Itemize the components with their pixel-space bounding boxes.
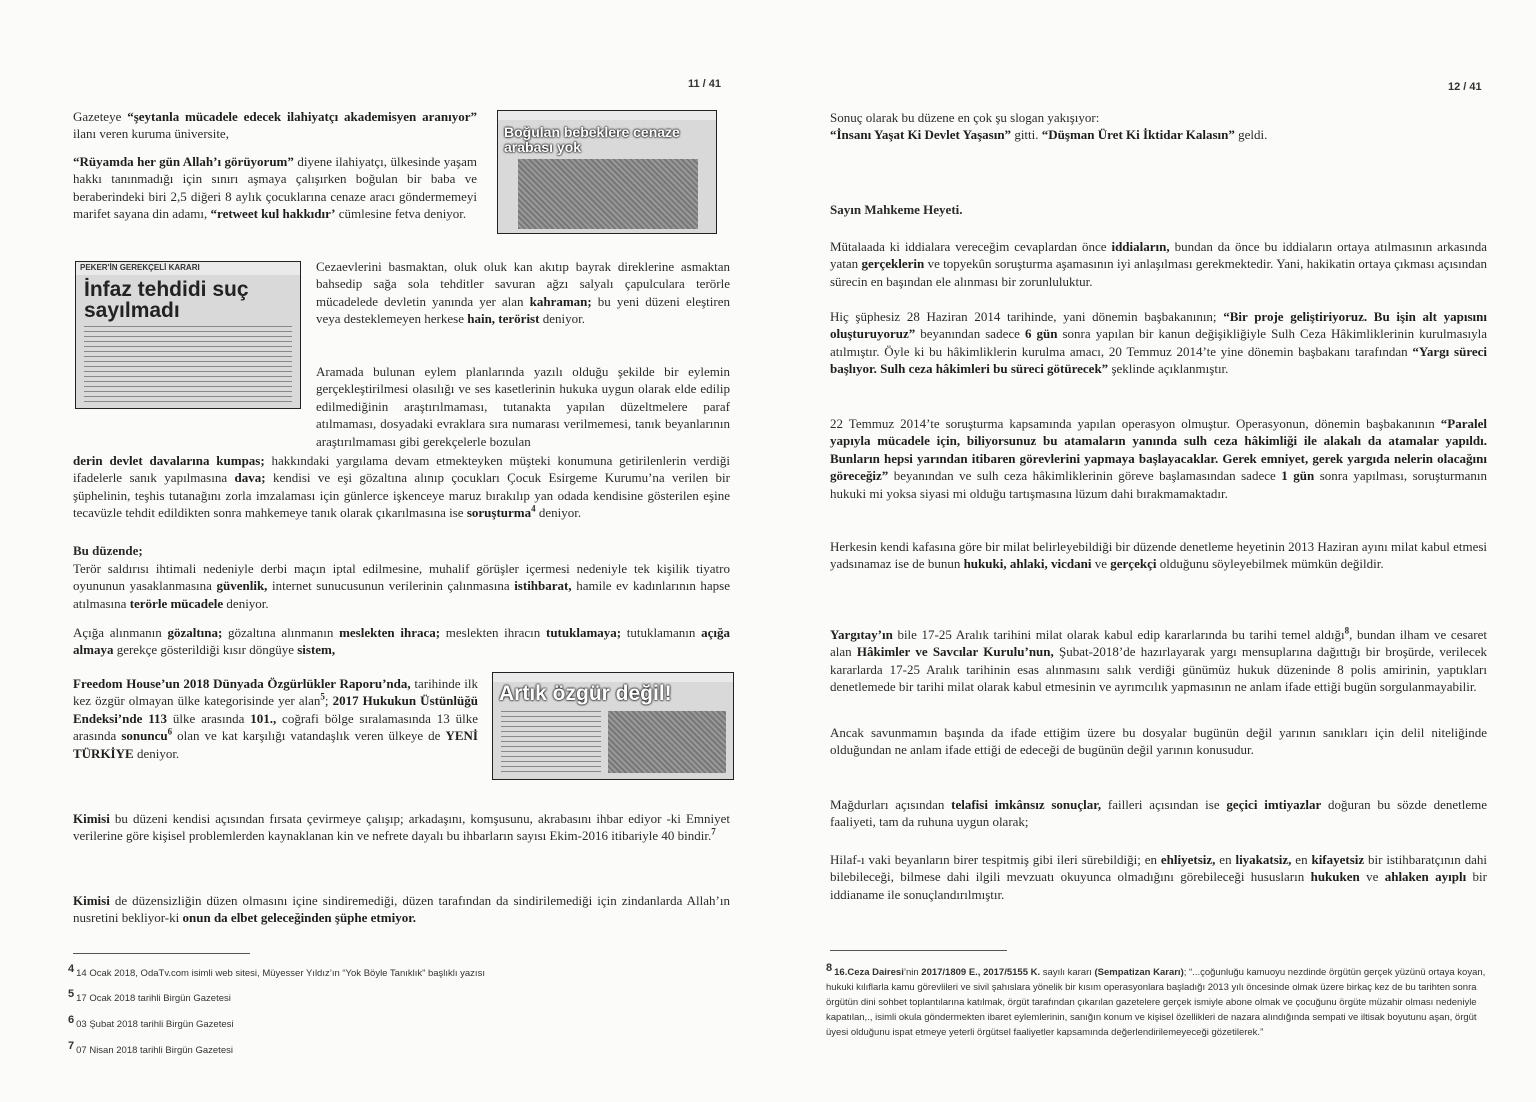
paragraph: Hiç şüphesiz 28 Haziran 2014 tarihinde, yani dönemin başbakanının; “Bir proje geliştiriyoruz. Bu işin alt yapısını oluşturuyoruz” beyanından sadece 6 gün sonra yapılan bir kanun değişikliğiyle Sulh Ceza Hâkimliklerinin kurulmasıyla atılmıştır. Öyle ki bu hâkimliklerin kurulma amacı, 20 Temmuz 2014’te yine dönemin başbakanı tarafından “Yargı süreci başlıyor. Sulh ceza hâkimleri bu süreci götürecek” şeklinde açıklanmıştır.	[830, 309, 1488, 377]
paragraph: Gazeteye “şeytanla mücadele edecek ilahiyatçı akademisyen aranıyor” ilanı veren kuruma üniversite,	[73, 109, 477, 142]
clipping-headline: Boğulan bebeklere cenaze arabası yok	[504, 124, 680, 155]
footnote: 7 07 Nisan 2018 tarihli Birgün Gazetesi	[68, 1039, 233, 1056]
clipping-headline: Artık özgür değil!	[499, 682, 672, 705]
paragraph: Herkesin kendi kafasına göre bir milat belirleyebildiği bir düzende denetleme heyetinin 2013 Haziran ayını milat kabul etmesi yadsınamaz ise de bunun hukuki, ahlaki, vicdani ve gerçekçi olduğunu söyleyebilmek mümkün değildir.	[830, 539, 1488, 572]
footnote-separator	[73, 953, 250, 954]
paragraph: Kimisi de düzensizliğin düzen olmasını içine sindiremediği, düzen tarafından da sindirilemediği için zindanlarda Allah’ın nusretini bekliyor-ki onun da elbet geleceğinden şüphe etmiyor.	[73, 893, 730, 926]
footnote-ref[interactable]: 5	[320, 692, 325, 703]
footnote: 5 17 Ocak 2018 tarihli Birgün Gazetesi	[68, 987, 231, 1004]
paragraph: Mağdurları açısından telafisi imkânsız sonuçlar, failleri açısından ise geçici imtiyazlar doğuran bu sözde denetleme faaliyeti, tam da ruhuna uygun olarak;	[830, 797, 1487, 830]
section-heading: Bu düzende;	[73, 543, 143, 558]
clipping-headline: İnfaz tehdidi suç sayılmadı	[84, 278, 249, 322]
footnote-ref[interactable]: 7	[711, 827, 716, 838]
paragraph: Terör saldırısı ihtimali nedeniyle derbi maçın iptal edilmesine, muhalif görüşler içermesi nedeniyle tek kişilik tiyatro oyununun yasaklanmasına güvenlik, internet sunucusunun verilerinin çalınmasına istihbarat, hamile ev kadınlarının hapse atılmasına terörle mücadele deniyor.	[73, 561, 731, 611]
section-heading: Sayın Mahkeme Heyeti.	[830, 202, 963, 217]
paragraph: Sonuç olarak bu düzene en çok şu slogan yakışıyor: “İnsanı Yaşat Ki Devlet Yaşasın” gitti. “Düşman Üret Ki İktidar Kalasın” geldi.	[830, 110, 1268, 143]
paragraph: Açığa alınmanın gözaltına; gözaltına alınmanın meslekten ihraca; meslekten ihracın tutuklamaya; tutuklamanın açığa almaya gerekçe gösterildiği kısır döngüye sistem,	[73, 625, 730, 658]
document-page-right	[768, 0, 1536, 1102]
paragraph: 22 Temmuz 2014’te soruşturma kapsamında yapılan operasyon olmuştur. Operasyonun, dönemin başbakanının “Paralel yapıyla mücadele için, biliyorsunuz bu atamaların yanında sulh ceza hâkimliği ile alakalı da atamalar yapıldı. Bunların hepsi yarından itibaren görevlerini yapmaya başlayacaklar. Gerek emniyet, gerek yargıda nelerin olacağını göreceğiz” beyanından ve sulh ceza hâkimliklerinin göreve başlamasından sadece 1 gün sonra yapılması, soruşturmanın hukuki mi yoksa siyasi mi olduğu tartışmasına lüzum dahi bırakmamaktadır.	[830, 416, 1487, 501]
paragraph: Ancak savunmamın başında da ifade ettiğim üzere bu dosyalar bugünün değil yarının sanıkları için delil niteliğinde olduğundan ne anlam ifade ettiği de edeceği de bugünün değil yarının konusudur.	[830, 725, 1487, 758]
paragraph: Freedom House’un 2018 Dünyada Özgürlükler Raporu’nda, tarihinde ilk kez özgür olmayan ülke kategorisinde yer alan$^5$; 2017 Hukukun Üstünlüğü Endeksi’nde 113 ülke arasında 101., coğrafi bölge sıralamasında 13 ülke arasında sonuncu$^6$ olan ve kat karşılığı vatandaşlık veren ülkeye de YENİ TÜRKİYE deniyor.	[73, 676, 478, 761]
clipping-band: PEKER'İN GEREKÇELİ KARARI	[76, 262, 300, 275]
paragraph: Kimisi bu düzeni kendisi açısından fırsata çevirmeye çalışıp; arkadaşını, komşusunu, akrabasını ihbar ediyor -ki Emniyet verilerine göre kişisel problemlerden kaynaklanan kin ve nefrete dayalı bu ihbarların sayısı Ekim-2016 itibariyle 40 bindir.$^7$	[73, 811, 730, 844]
footnote: 6 03 Şubat 2018 tarihli Birgün Gazetesi	[68, 1013, 234, 1030]
footnote: 8 16.Ceza Dairesi’nin 2017/1809 E., 2017/5155 K. sayılı kararı (Sempatizan Kararı); “...çoğunluğu kamuoyu nezdinde örgütün gerçek yüzünü ortaya koyan, hukuki kılıflarla kamu görevlileri ve sivil şahıslara yönelik bir kısım operasyonlara başladığı 2013 yılı öncesinde olmak üzere birkaç kez de bu tarihten sonra örgütün dini sohbet toplantılarına katılmak, örgüt tarafından çıkarılan gazetelere gerçek ismiyle abone olmak ve çocuğunu örgüte müzahir olması nedeniyle kapatılan,., isimli okula göndermekten ibaret eylemlerinin, sanığın konum ve kişisel özellikleri de nazara alındığında sempati ve iltisak boyutunu aşan, örgüt üyesi olduğunu ispat etmeye yeterli örgütsel faaliyetler kapsamında değerlendirilemeyeceği gözetilerek.”	[826, 961, 1486, 1038]
newspaper-clipping-image	[492, 672, 734, 780]
paragraph: Mütalaada ki iddialara vereceğim cevaplardan önce iddiaların, bundan da önce bu iddiaların ortaya atılmasının arkasında yatan gerçeklerin ve topyekûn soruşturma aşamasının iyi anlaşılması gerekmektedir. Yani, hakikatin ortaya çıkması açısından sürecin en başından ele alınması bir zorunluluktur.	[830, 239, 1487, 289]
newspaper-clipping-image	[75, 261, 301, 409]
footnote-ref[interactable]: 6	[167, 726, 173, 737]
newspaper-clipping-image	[497, 110, 717, 234]
footnote: 4 14 Ocak 2018, OdaTv.com isimli web sitesi, Müyesser Yıldız’ın “Yok Böyle Tanıklık” başlıklı yazısı	[68, 962, 485, 979]
paragraph: Hilaf-ı vaki beyanların birer tespitmiş gibi ileri sürebildiği; en ehliyetsiz, en liyakatsiz, en kifayetsiz bir istihbaratçının dahi bilebileceği, bilmese dahi ilgili mevzuatı okuyunca olmadığını görebileceği hususların hukuken ve ahlaken ayıplı bir iddianame ile sonuçlandırılmıştır.	[830, 852, 1488, 902]
paragraph: derin devlet davalarına kumpas; hakkındaki yargılama devam etmekteyken müşteki konumuna getirilenlerin verdiği ifadelerle sanık yapılmasına dava; kendisi ve eşi gözaltına alınıp çocukları Çocuk Esirgeme Kurumu’na verilen bir şüphelinin, teşhis tutanağını zorla imzalaması için günlerce işkenceye maruz bırakılıp yan odada kendisine gösterilen eşine tecavüzle tehdit edildikten sonra mahkemeye tanık olarak çıkarılmasına ise soruşturma$^4$ deniyor.	[73, 453, 730, 521]
paragraph: Cezaevlerini basmaktan, oluk oluk kan akıtıp bayrak direklerine asmaktan bahsedip sağa sola tehditler savuran ağzı salyalı çapulculara terörle mücadelede devletin yanında yer alan kahraman; bu yeni düzeni eleştiren veya desteklemeyen herkese hain, terörist deniyor.	[316, 259, 730, 327]
footnote-ref[interactable]: 4	[531, 503, 536, 514]
footnote-ref[interactable]: 8	[1344, 625, 1350, 636]
paragraph: “Rüyamda her gün Allah’ı görüyorum” diyene ilahiyatçı, ülkesinde yaşam hakkı tanınmadığı için sınırı aşmaya çalışırken boğulan bir baba ve beraberindeki biri 2,5 diğeri 8 aylık çocuklarına cenaze aracı göndermemeyi marifet sayana din adamı, “retweet kul hakkıdır’ cümlesine fetva deniyor.	[73, 154, 477, 222]
footnote-separator	[830, 950, 1007, 951]
page-number: 12 / 41	[1448, 81, 1482, 93]
page-number: 11 / 41	[688, 78, 722, 90]
paragraph: Aramada bulunan eylem planlarında yazılı olduğu şekilde bir eylemin gerçekleştirilmesi olasılığı ve ses kasetlerinin hukuka uygun olarak elde edilip edilmediğinin araştırılmaması, tutanakta yapılan düzeltmelere paraf atılmaması, dosyadaki evraklara sıra numarası verilmemesi, tanık beyanlarının araştırılmaması gibi gerekçelerle bozulan	[316, 364, 730, 449]
paragraph: Yargıtay’ın bile 17-25 Aralık tarihini milat olarak kabul edip kararlarında bu tarihi temel aldığı$^8$, bundan ilham ve cesaret alan Hâkimler ve Savcılar Kurulu’nun, Şubat-2018’de hazırlayarak yargı mensuplarına dağıttığı bir broşürde, verilecek kararlarda 17-25 Aralık tarihinin esas alınmasını salık verdiği günümüz hukuk düzeninde 8 polis amirinin, yaptıkları denetlemede bir tarihi milat olarak kabul etmesinin ve ayrımcılık yapmasının ne anlam ifade ettiği bugün sorgulanmayabilir.	[830, 625, 1488, 695]
